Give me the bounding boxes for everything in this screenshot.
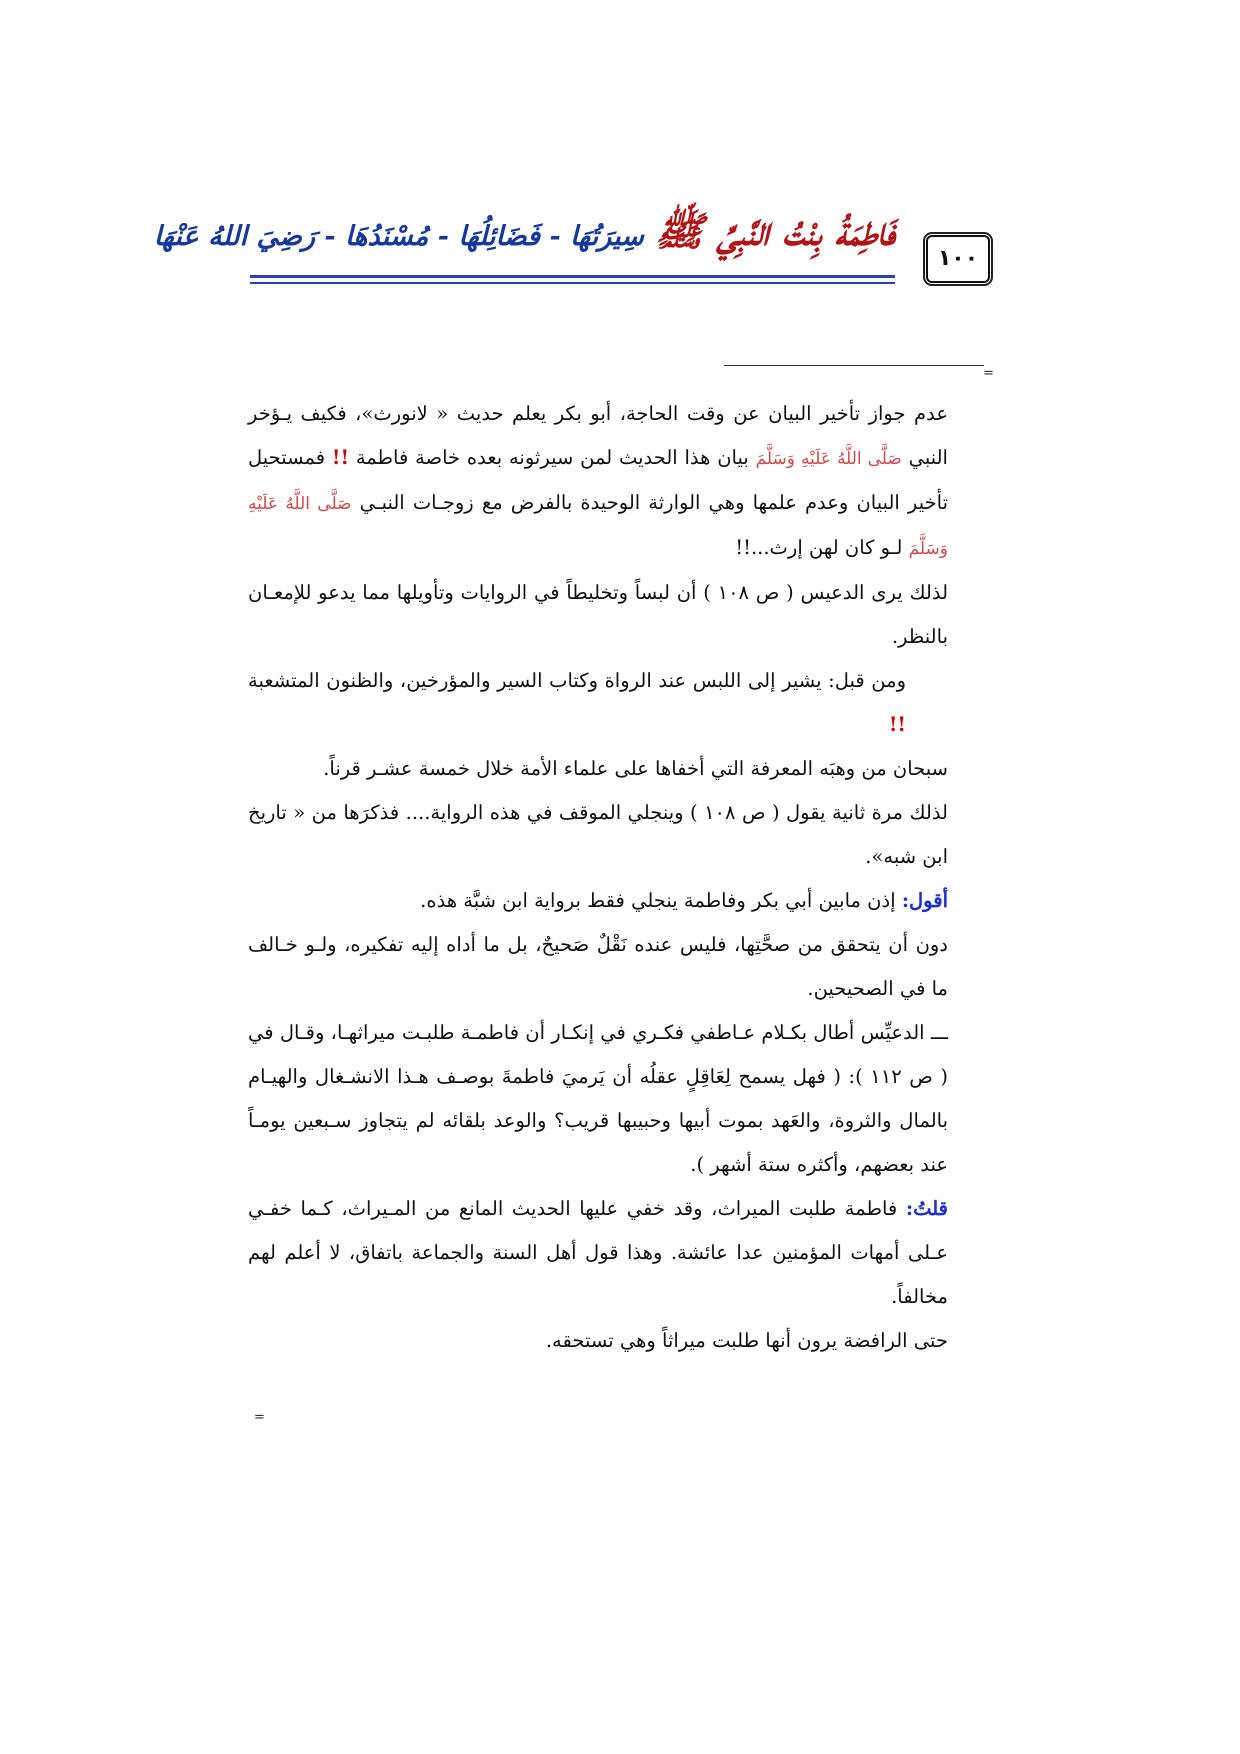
separator-line: [724, 365, 984, 366]
running-title: [154, 207, 895, 265]
text-run: إذن مابين أبي بكر وفاطمة ينجلي فقط برواية ابن شبَّة هذه.: [420, 889, 896, 912]
paragraph-3: [248, 659, 948, 747]
exclamation-mark: !!: [331, 446, 350, 469]
page-header: [153, 185, 990, 285]
paragraph-8: ـــ الدعيِّس أطال بكـلام عـاطفي فكـري في إنكـار أن فاطمـة طلبـت ميراثهـا، وقـال في ( ص ١١٢ ): ( فهل يسمح لِعَاقِلٍ عقلُه أن يَرميَ فاطمةَ بوصـف هـذا الانشـغال والهيـام بالمال والثروة، والعَهد بموت أبيها وحبيبها قريب؟ والوعد بلقائه لم يتجاوز سـبعين يومـاً عند بعضهم، وأكثره ستة أشهر ).: [248, 1021, 948, 1176]
exclamation-mark: !!: [888, 713, 906, 736]
salawat-glyph: صَلَّى اللَّهُ عَلَيْهِ وَسَلَّمَ: [248, 494, 948, 559]
text-run: فاطمة طلبت الميراث، وقد خفي عليها الحديث المانع من المـيراث، كـما خفـي عـلى أمهات المؤمنين عدا عائشة. وهذا قول أهل السنة والجماعة باتفاق، لا أعلم لهم مخالفاً.: [248, 1197, 948, 1308]
header-rule: [250, 275, 895, 278]
paragraph-6: [248, 879, 948, 923]
header-rule-thin: [250, 282, 895, 284]
paragraph-9: [248, 1187, 948, 1319]
paragraph-1: [248, 392, 948, 571]
paragraph-4: سبحان من وهبَه المعرفة التي أخفاها على علماء الأمة خلال خمسة عشـر قرناً.: [323, 757, 948, 780]
text-run: ومن قبل: يشير إلى اللبس عند الرواة وكتاب السير والمؤرخين، والظنون المتشعبة: [248, 669, 906, 692]
separator-mark: =: [983, 366, 994, 381]
page-number: ١٠٠: [926, 235, 990, 283]
label-aqool: أقول:: [901, 889, 948, 912]
text-run: عدم جواز تأخير البيان عن وقت الحاجة، أبو بكر يعلم حديث « لانورث»، فكيف يـؤخر النبي: [248, 402, 948, 469]
book-title: فَاطِمَةُ بِنْتُ النَّبِيِّ ﷺ: [655, 208, 895, 255]
paragraph-5: لذلك مرة ثانية يقول ( ص ١٠٨ ) وينجلي الموقف في هذه الرواية.... فذكرَها من « تاريخ ابن شبه».: [248, 801, 948, 868]
book-subtitle: سِيرَتُهَا - فَضَائِلُهَا - مُسْنَدُهَا - رَضِيَ اللهُ عَنْهَا: [153, 221, 644, 252]
label-qultu: قلتُ:: [905, 1197, 948, 1220]
salawat-glyph: صَلَّى اللَّهُ عَلَيْهِ وَسَلَّمَ: [755, 449, 902, 469]
text-run: لـو كان لهن إرث...!!: [735, 536, 903, 559]
paragraph-7: دون أن يتحقق من صحَّتِها، فليس عنده نَقْلٌ صَحيحٌ، بل ما أداه إليه تفكيره، ولـو خـالف ما في الصحيحين.: [248, 933, 948, 1000]
text-run: فمستحيل تأخير البيان وعدم علمها وهي الوارثة الوحيدة بالفرض مع زوجـات النبـي: [248, 446, 948, 514]
paragraph-10: حتى الرافضة يرون أنها طلبت ميراثاً وهي تستحقه.: [545, 1329, 948, 1352]
paragraph-2: لذلك يرى الدعيس ( ص ١٠٨ ) أن لبساً وتخليطاً في الروايات وتأويلها مما يدعو للإمعـان بالنظر.: [248, 581, 949, 648]
page-body: [248, 392, 948, 1363]
separator-mark: =: [254, 1410, 265, 1425]
text-run: بيان هذا الحديث لمن سيرثونه بعده خاصة فاطمة: [355, 446, 749, 469]
